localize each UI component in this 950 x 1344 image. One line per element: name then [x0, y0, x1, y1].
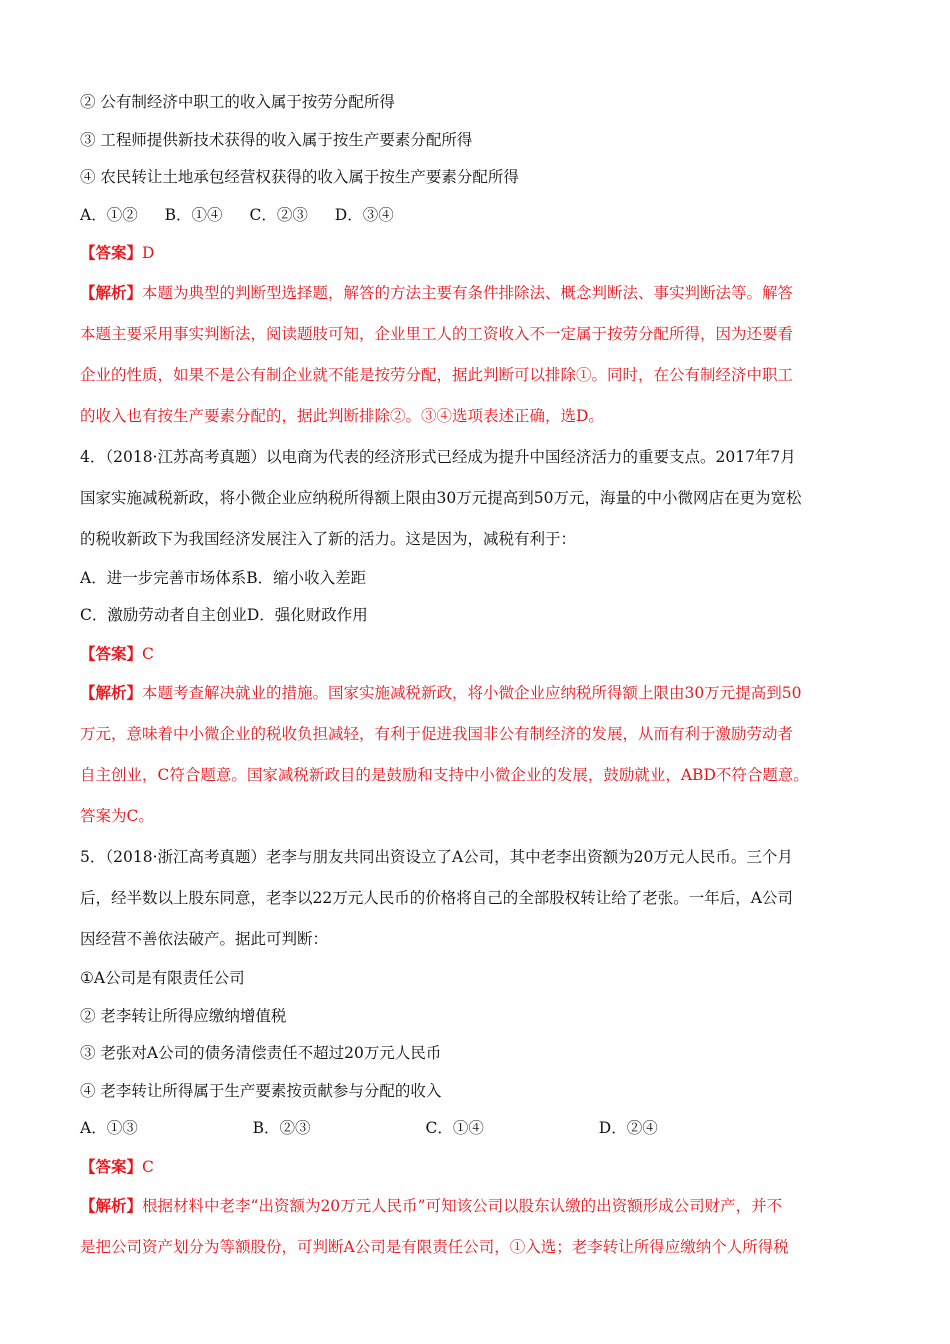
- q5-item: ② 老李转让所得应缴纳增值税: [80, 1006, 287, 1025]
- q5-item: ③ 老张对A公司的债务清偿责任不超过20万元人民币: [80, 1044, 442, 1062]
- q3-option-c: C．②③: [249, 205, 308, 224]
- analysis-tag: 【解析】: [80, 1196, 143, 1215]
- document-page: [80, 84, 870, 1268]
- answer-value: D: [142, 244, 155, 262]
- q4-answer: [80, 635, 870, 673]
- analysis-line: 根据材料中老李“出资额为20万元人民币”可知该公司以股东认缴的出资额形成公司财产，并不: [142, 1197, 783, 1215]
- q3-option-d: D．③④: [334, 205, 394, 224]
- analysis-line: 本题主要采用事实判断法，阅读题肢可知，企业里工人的工资收入不一定属于按劳分配所得，因为还要看: [80, 324, 794, 343]
- q3-answer: [80, 234, 870, 272]
- q3-item: ② 公有制经济中职工的收入属于按劳分配所得: [80, 93, 395, 111]
- analysis-line: 万元，意味着中小微企业的税收负担减轻，有利于促进我国非公有制经济的发展，从而有利于激励劳动者: [80, 725, 794, 743]
- q4-option-line: A．进一步完善市场体系B．缩小收入差距: [80, 568, 367, 587]
- q3-item: ④ 农民转让土地承包经营权获得的收入属于按生产要素分配所得: [80, 168, 519, 186]
- answer-tag: 【答案】: [80, 643, 143, 663]
- q5-option-d: D．②④: [598, 1119, 658, 1137]
- stem-line: 的税收新政下为我国经济发展注入了新的活力。这是因为，减税有利于：: [80, 529, 577, 548]
- q3-items: [80, 84, 870, 197]
- q5-item: ①A公司是有限责任公司: [80, 969, 245, 987]
- q3-analysis: [80, 272, 870, 437]
- q5-stem: [80, 837, 870, 960]
- q5-items: [80, 960, 870, 1110]
- q4-analysis: [80, 672, 870, 837]
- q5-options: [80, 1110, 870, 1148]
- analysis-line: 自主创业，C符合题意。国家减税新政目的是鼓励和支持中小微企业的发展，鼓励就业，ABD不符合题意。: [80, 766, 809, 784]
- q5-option-b: B．②③: [252, 1119, 311, 1137]
- stem-line: 因经营不善依法破产。据此可判断：: [80, 930, 329, 948]
- q4-option-line: C．激励劳动者自主创业D．强化财政作用: [80, 606, 368, 624]
- q5-analysis: [80, 1185, 870, 1268]
- stem-line: 后，经半数以上股东同意，老李以22万元人民币的价格将自己的全部股权转让给了老张。一年后，A公司: [80, 889, 793, 907]
- q5-answer: [80, 1148, 870, 1186]
- analysis-line: 本题为典型的判断型选择题，解答的方法主要有条件排除法、概念判断法、事实判断法等。解答: [142, 283, 794, 302]
- analysis-line: 本题考查解决就业的措施。国家实施减税新政，将小微企业应纳税所得额上限由30万元提高到50: [142, 684, 802, 702]
- analysis-line: 是把公司资产划分为等额股份，可判断A公司是有限责任公司，①入选；老李转让所得应缴纳个人所得税: [80, 1238, 789, 1256]
- analysis-line: 企业的性质，如果不是公有制企业就不能是按劳分配，据此判断可以排除①。同时，在公有制经济中职工: [80, 365, 794, 384]
- stem-line: 国家实施减税新政，将小微企业应纳税所得额上限由30万元提高到50万元，海量的中小微网店在更为宽松: [80, 488, 802, 507]
- answer-tag: 【答案】: [80, 243, 143, 262]
- q3-item: ③ 工程师提供新技术获得的收入属于按生产要素分配所得: [80, 130, 473, 149]
- q3-options: [80, 197, 870, 235]
- q3-option-a: A．①②: [80, 205, 138, 224]
- answer-tag: 【答案】: [80, 1156, 143, 1176]
- analysis-tag: 【解析】: [80, 683, 143, 702]
- stem-line: 4．（2018·江苏高考真题）以电商为代表的经济形式已经成为提升中国经济活力的重要支点。2017年7月: [80, 447, 796, 466]
- q4-stem: [80, 437, 870, 560]
- analysis-tag: 【解析】: [80, 282, 143, 302]
- analysis-line: 答案为C。: [80, 807, 154, 825]
- answer-value: C: [142, 644, 154, 663]
- q5-item: ④ 老李转让所得属于生产要素按贡献参与分配的收入: [80, 1081, 442, 1100]
- q5-option-c: C．①④: [425, 1119, 484, 1137]
- answer-value: C: [142, 1157, 154, 1176]
- stem-line: 5．（2018·浙江高考真题）老李与朋友共同出资设立了A公司，其中老李出资额为20万元人民币。三个月: [80, 848, 793, 866]
- q5-option-a: A．①③: [80, 1119, 138, 1137]
- analysis-line: 的收入也有按生产要素分配的，据此判断排除②。③④选项表述正确，选D。: [80, 406, 604, 425]
- q3-option-b: B．①④: [164, 205, 223, 224]
